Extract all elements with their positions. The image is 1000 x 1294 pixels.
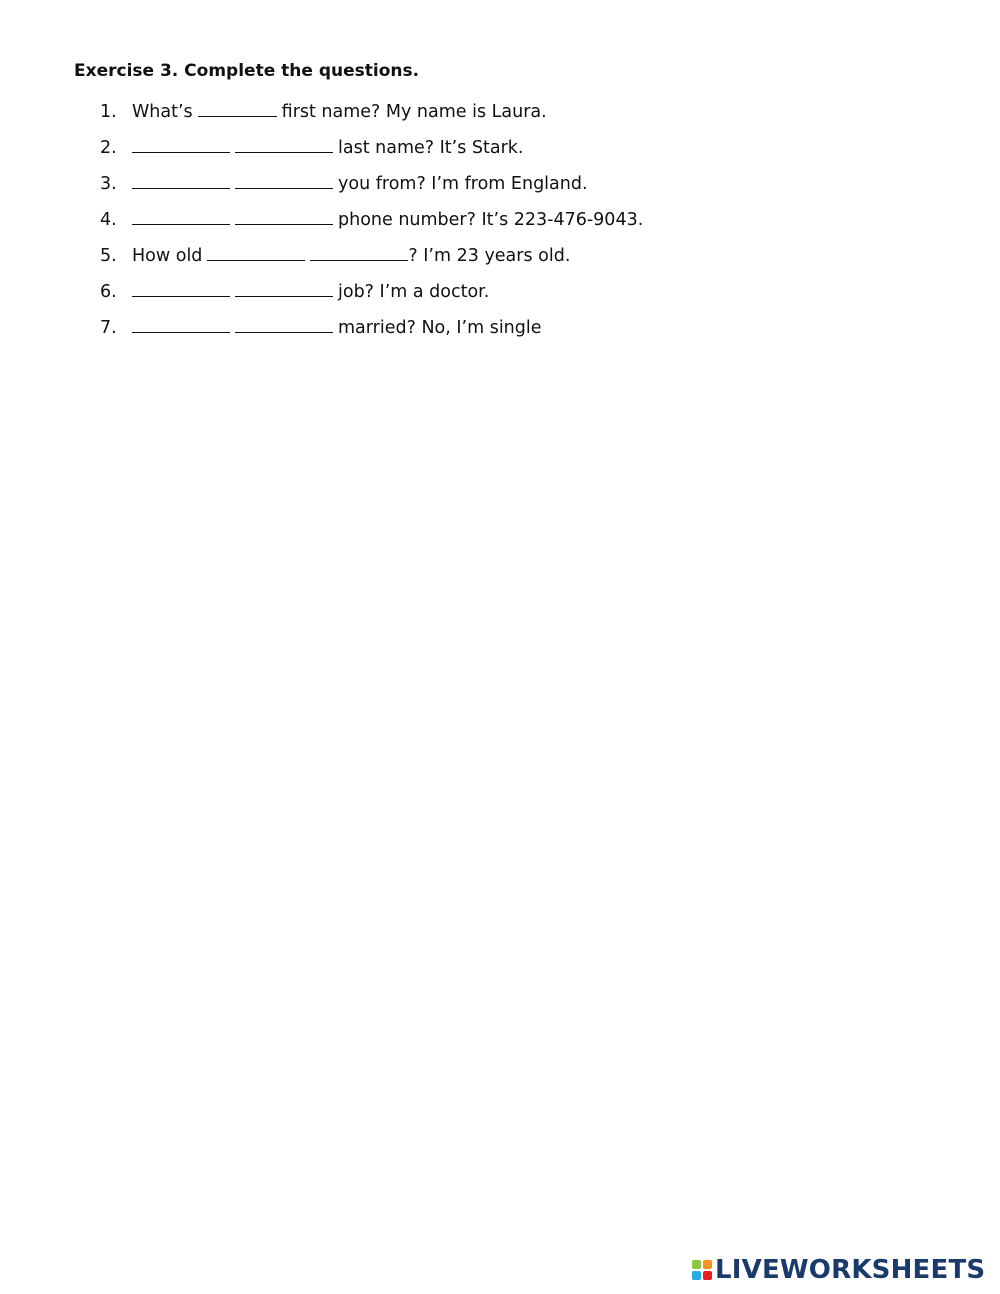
question-prefix: What’s bbox=[132, 102, 193, 122]
question-list bbox=[100, 100, 643, 352]
logo-block bbox=[692, 1260, 701, 1269]
answer-blank[interactable] bbox=[235, 281, 333, 297]
question-text: last name? It’s Stark. bbox=[338, 138, 524, 158]
question-text: you from? I’m from England. bbox=[338, 174, 588, 194]
question-item-7 bbox=[100, 316, 643, 352]
question-number: 6. bbox=[100, 282, 117, 302]
question-text: married? No, I’m single bbox=[338, 318, 542, 338]
question-item-1 bbox=[100, 100, 643, 136]
answer-blank[interactable] bbox=[235, 173, 333, 189]
question-text: phone number? It’s 223-476-9043. bbox=[338, 210, 644, 230]
question-item-4 bbox=[100, 208, 643, 244]
question-prefix: How old bbox=[132, 246, 203, 266]
question-number: 2. bbox=[100, 138, 117, 158]
answer-blank[interactable] bbox=[235, 137, 333, 153]
question-number: 7. bbox=[100, 318, 117, 338]
liveworksheets-logo bbox=[692, 1253, 985, 1287]
question-text: first name? My name is Laura. bbox=[281, 102, 547, 122]
answer-blank[interactable] bbox=[235, 317, 333, 333]
logo-blocks-icon bbox=[692, 1260, 712, 1280]
logo-text: LIVEWORKSHEETS bbox=[715, 1255, 986, 1285]
question-text: job? I’m a doctor. bbox=[338, 282, 490, 302]
question-number: 4. bbox=[100, 210, 117, 230]
question-item-5 bbox=[100, 244, 643, 280]
answer-blank[interactable] bbox=[235, 209, 333, 225]
answer-blank[interactable] bbox=[310, 245, 408, 261]
exercise-title: Exercise 3. Complete the questions. bbox=[74, 61, 420, 81]
answer-blank[interactable] bbox=[132, 173, 230, 189]
question-text: ? I’m 23 years old. bbox=[408, 246, 571, 266]
logo-block bbox=[703, 1271, 712, 1280]
answer-blank[interactable] bbox=[132, 209, 230, 225]
answer-blank[interactable] bbox=[132, 137, 230, 153]
question-number: 3. bbox=[100, 174, 117, 194]
answer-blank[interactable] bbox=[198, 101, 277, 117]
question-item-6 bbox=[100, 280, 643, 316]
question-item-2 bbox=[100, 136, 643, 172]
answer-blank[interactable] bbox=[132, 317, 230, 333]
logo-block bbox=[703, 1260, 712, 1269]
question-number: 1. bbox=[100, 102, 117, 122]
answer-blank[interactable] bbox=[207, 245, 305, 261]
logo-block bbox=[692, 1271, 701, 1280]
answer-blank[interactable] bbox=[132, 281, 230, 297]
question-item-3 bbox=[100, 172, 643, 208]
question-number: 5. bbox=[100, 246, 117, 266]
